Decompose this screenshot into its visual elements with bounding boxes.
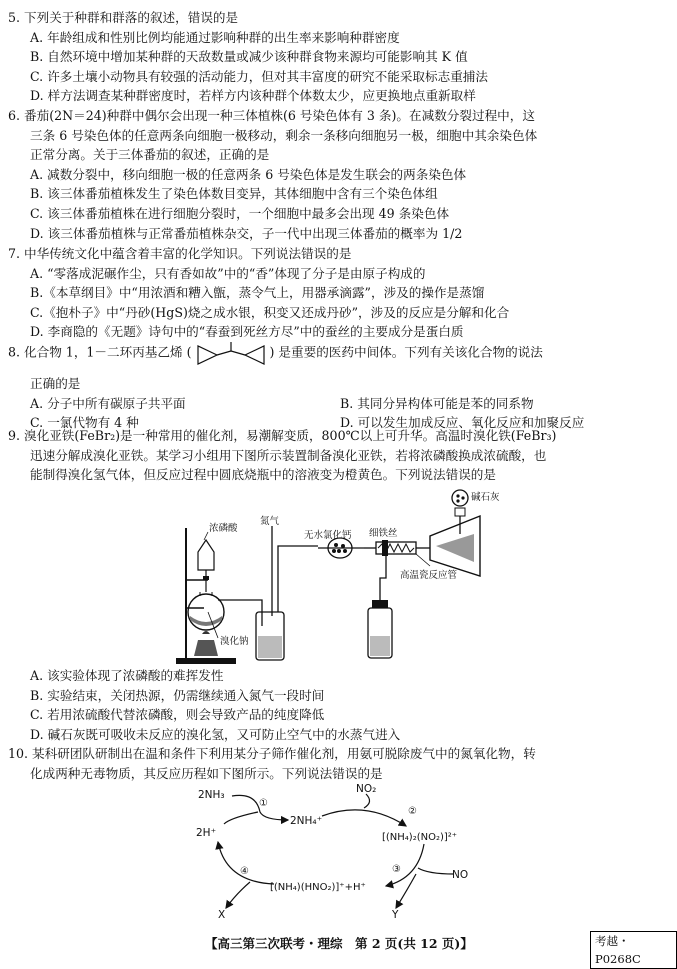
question-5-option-b: B. 自然环境中增加某种群的天敌数量或减少该种群食物来源均可能影响其 K 值 <box>30 49 468 65</box>
species-nh4: 2NH₄⁺ <box>290 815 323 827</box>
species-nh3: 2NH₃ <box>198 789 225 801</box>
label-cacl2: 无水氯化钙 <box>304 530 352 541</box>
question-7-option-c: C.《抱朴子》中“丹砂(HgS)烧之成水银，积变又还成丹砂”，涉及的反应是分解和化合 <box>30 304 510 320</box>
question-6-option-b: B. 该三体番茄植株发生了染色体数目变异，其体细胞中含有三个染色体组 <box>30 186 438 202</box>
question-7-option-d: D. 李商隐的《无题》诗句中的“春蚕到死丝方尽”中的蚕丝的主要成分是蛋白质 <box>30 324 464 340</box>
question-8-option-d: D. 可以发生加成反应、氧化反应和加聚反应 <box>340 415 585 431</box>
question-8-stem-line2: 正确的是 <box>30 376 81 391</box>
question-5-option-c: C. 许多土壤小动物具有较强的活动能力，但对其丰富度的研究不能采取标志重捕法 <box>30 68 488 84</box>
question-8-stem-after: ) 是重要的医药中间体。下列有关该化合物的说法 <box>269 344 543 360</box>
question-8-option-c: C. 一氯代物有 4 种 <box>30 415 139 431</box>
question-6 <box>8 106 666 243</box>
question-7 <box>8 244 666 342</box>
dicyclopropylethylene-structure-icon <box>192 340 270 366</box>
label-iron: 细铁丝 <box>369 528 398 539</box>
question-6-stem-line3: 正常分离。关于三体番茄的叙述，正确的是 <box>30 147 270 163</box>
question-5-stem: 5. 下列关于种群和群落的叙述，错误的是 <box>8 10 239 25</box>
question-9-stem-line3: 能制得溴化氢气体，但反应过程中圆底烧瓶中的溶液变为橙黄色。下列说法错误的是 <box>30 467 496 483</box>
question-8-stem-line1 <box>8 340 666 366</box>
question-10-stem-line1: 10. 某科研团队研制出在温和条件下利用某分子筛作催化剂，用氨可脱除废气中的氮氧化物，转 <box>8 746 536 761</box>
question-9-stem-line2: 迅速分解成溴化亚铁。某学习小组用下图所示装置制备溴化亚铁，若将浓磷酸换成浓硫酸，也 <box>30 447 547 463</box>
question-5-option-d: D. 样方法调查某种群密度时，若样方内该种群个体数太少，应更换地点重新取样 <box>30 88 476 104</box>
question-10-stem-line2: 化成两种无毒物质，其反应历程如下图所示。下列说法错误的是 <box>30 765 383 781</box>
question-6-option-a: A. 减数分裂中，移向细胞一极的任意两条 6 号染色体是发生联会的两条染色体 <box>30 166 467 182</box>
species-no2: NO₂ <box>356 783 377 795</box>
reaction-cycle-diagram <box>196 782 486 920</box>
step-4-marker: ④ <box>240 866 249 877</box>
species-h: 2H⁺ <box>196 827 217 839</box>
question-6-option-c: C. 该三体番茄植株在进行细胞分裂时，一个细胞中最多会出现 49 条染色体 <box>30 205 450 221</box>
question-6-option-d: D. 该三体番茄植株与正常番茄植株杂交，子一代中出现三体番茄的概率为 1/2 <box>30 225 463 241</box>
question-6-stem-line2: 三条 6 号染色体的任意两条向细胞一极移动，剩余一条移向细胞另一极，细胞中其余染色体 <box>30 127 538 143</box>
species-no: NO <box>452 869 469 881</box>
question-8-option-a: A. 分子中所有碳原子共平面 <box>30 395 186 411</box>
step-3-marker: ③ <box>392 864 401 875</box>
species-x: X <box>218 909 226 920</box>
step-1-marker: ① <box>259 798 268 809</box>
label-tube: 高温瓷反应管 <box>400 570 458 581</box>
question-9-option-b: B. 实验结束，关闭热源，仍需继续通入氮气一段时间 <box>30 687 325 703</box>
question-5-option-a: A. 年龄组成和性别比例均能通过影响种群的出生率来影响种群密度 <box>30 29 400 45</box>
step-2-marker: ② <box>408 806 417 817</box>
question-9 <box>8 426 666 485</box>
question-10 <box>8 744 666 783</box>
species-y: Y <box>392 909 399 920</box>
question-8-stem-before: 8. 化合物 1，1－二环丙基乙烯 ( <box>8 344 192 360</box>
label-nabr: 溴化钠 <box>220 636 249 647</box>
question-8 <box>8 340 666 433</box>
label-lime: 碱石灰 <box>471 492 500 503</box>
label-acid: 浓磷酸 <box>209 523 238 534</box>
question-9-stem-line1: 9. 溴化亚铁(FeBr₂)是一种常用的催化剂，易潮解变质，800℃以上可升华。高温时溴化铁(FeBr₃) <box>8 428 557 443</box>
question-9-option-d: D. 碱石灰既可吸收未反应的溴化氢，又可防止空气中的水蒸气进入 <box>30 726 401 742</box>
apparatus-figure <box>168 488 528 666</box>
question-7-option-a: A. “零落成泥碾作尘，只有香如故”中的“香”体现了分子是由原子构成的 <box>30 265 426 281</box>
question-8-option-b: B. 其同分异构体可能是苯的同系物 <box>340 395 534 411</box>
question-8-options-row1 <box>8 394 666 414</box>
question-7-option-b: B.《本草纲目》中“用浓酒和糟入甑，蒸令气上，用器承滴露”，涉及的操作是蒸馏 <box>30 285 485 301</box>
question-9-options <box>8 666 666 744</box>
footer-text: 【高三第三次联考・理综 第 2 页(共 12 页)】 <box>205 936 473 951</box>
question-9-option-a: A. 该实验体现了浓磷酸的难挥发性 <box>30 668 224 683</box>
question-9-option-c: C. 若用浓硫酸代替浓磷酸，则会导致产品的纯度降低 <box>30 707 325 723</box>
footer-code: 考越・P0268C <box>590 931 677 969</box>
question-6-stem-line1: 6. 番茄(2N＝24)种群中偶尔会出现一种三体植株(6 号染色体有 3 条)。在减数分裂过程中，这 <box>8 108 535 123</box>
label-nitrogen: 氮气 <box>260 516 280 527</box>
question-7-stem: 7. 中华传统文化中蕴含着丰富的化学知识。下列说法错误的是 <box>8 246 352 261</box>
species-complex2: [(NH₄)(HNO₂)]⁺+H⁺ <box>270 882 366 893</box>
species-complex1: [(NH₄)₂(NO₂)]²⁺ <box>382 832 458 843</box>
question-5 <box>8 8 666 106</box>
